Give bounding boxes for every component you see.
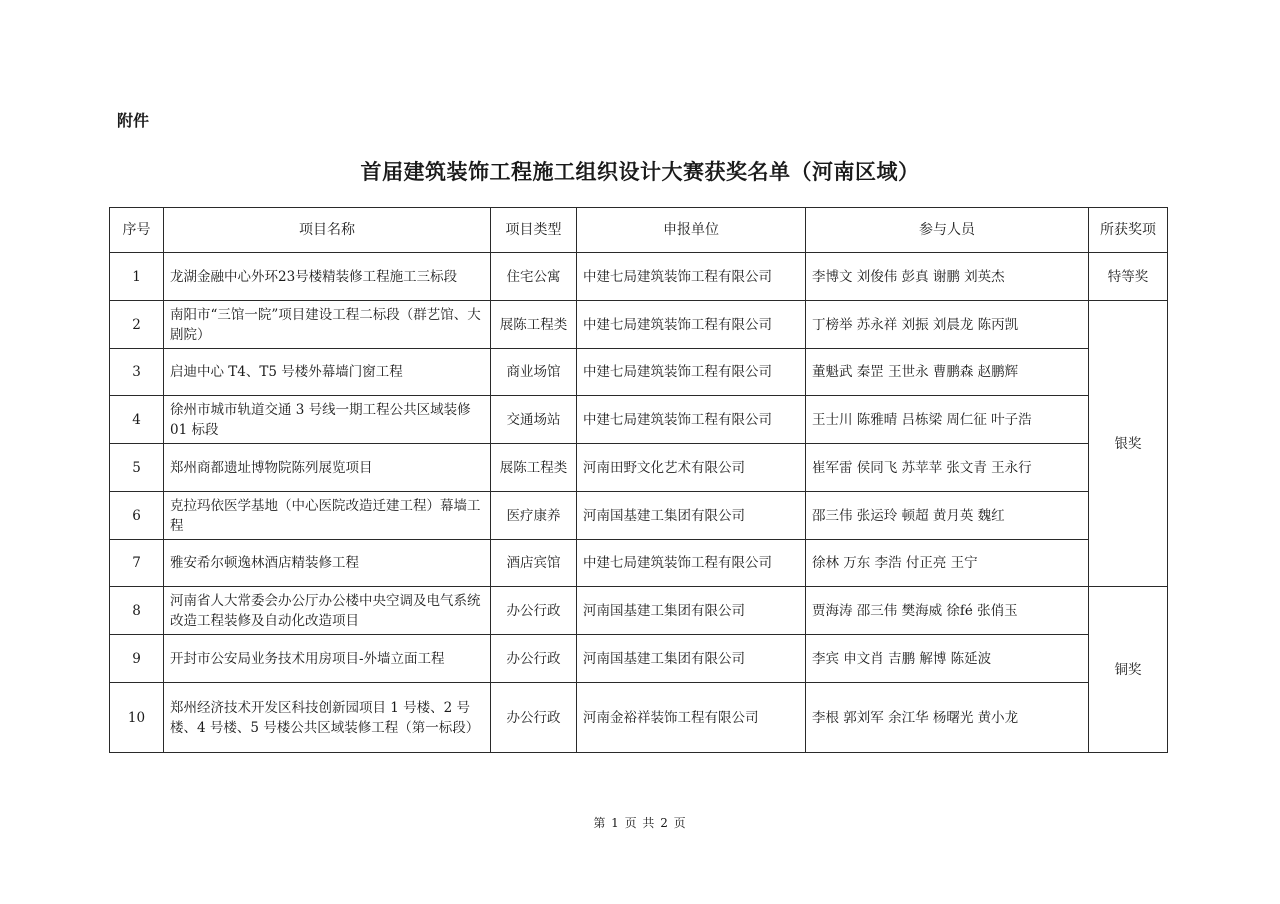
row-unit: 中建七局建筑装饰工程有限公司 xyxy=(577,253,806,301)
award-cell-bronze: 铜奖 xyxy=(1089,587,1168,753)
row-unit: 河南金裕祥装饰工程有限公司 xyxy=(577,683,806,753)
row-project: 南阳市“三馆一院”项目建设工程二标段（群艺馆、大剧院） xyxy=(164,301,491,349)
table-row xyxy=(110,444,1168,492)
row-no: 9 xyxy=(110,635,164,683)
table-row xyxy=(110,540,1168,587)
row-unit: 中建七局建筑装饰工程有限公司 xyxy=(577,396,806,444)
row-type: 住宅公寓 xyxy=(491,253,577,301)
row-people: 李博文 刘俊伟 彭真 谢鹏 刘英杰 xyxy=(806,253,1089,301)
row-no: 2 xyxy=(110,301,164,349)
row-people: 李根 郭刘军 余江华 杨曙光 黄小龙 xyxy=(806,683,1089,753)
row-people: 李宾 申文肖 吉鹏 解博 陈延波 xyxy=(806,635,1089,683)
row-unit: 河南国基建工集团有限公司 xyxy=(577,587,806,635)
row-project: 雅安希尔顿逸林酒店精装修工程 xyxy=(164,540,491,587)
row-type: 交通场站 xyxy=(491,396,577,444)
row-people: 董魁武 秦罡 王世永 曹鹏森 赵鹏辉 xyxy=(806,349,1089,396)
row-people: 徐林 万东 李浩 付正亮 王宁 xyxy=(806,540,1089,587)
table-row xyxy=(110,396,1168,444)
row-no: 6 xyxy=(110,492,164,540)
table-row xyxy=(110,683,1168,753)
table-row xyxy=(110,253,1168,301)
row-project: 郑州经济技术开发区科技创新园项目 1 号楼、2 号楼、4 号楼、5 号楼公共区域装修工程（第一标段） xyxy=(164,683,491,753)
row-type: 商业场馆 xyxy=(491,349,577,396)
row-people: 丁榜举 苏永祥 刘振 刘晨龙 陈丙凯 xyxy=(806,301,1089,349)
row-type: 办公行政 xyxy=(491,587,577,635)
col-header-people: 参与人员 xyxy=(806,208,1089,253)
attachment-label: 附件 xyxy=(117,111,150,130)
row-no: 1 xyxy=(110,253,164,301)
table-row xyxy=(110,301,1168,349)
table-row xyxy=(110,635,1168,683)
row-unit: 中建七局建筑装饰工程有限公司 xyxy=(577,349,806,396)
row-people: 王士川 陈雅晴 吕栋梁 周仁征 叶子浩 xyxy=(806,396,1089,444)
award-cell-silver: 银奖 xyxy=(1089,301,1168,587)
row-type: 办公行政 xyxy=(491,683,577,753)
col-header-project: 项目名称 xyxy=(164,208,491,253)
row-unit: 河南国基建工集团有限公司 xyxy=(577,492,806,540)
award-cell-special: 特等奖 xyxy=(1089,253,1168,301)
row-people: 邵三伟 张运玲 顿超 黄月英 魏红 xyxy=(806,492,1089,540)
row-unit: 中建七局建筑装饰工程有限公司 xyxy=(577,301,806,349)
row-type: 医疗康养 xyxy=(491,492,577,540)
page-number: 第 1 页 共 2 页 xyxy=(593,816,687,830)
row-type: 酒店宾馆 xyxy=(491,540,577,587)
row-no: 3 xyxy=(110,349,164,396)
row-project: 徐州市城市轨道交通 3 号线一期工程公共区域装修 01 标段 xyxy=(164,396,491,444)
table-header-row xyxy=(110,208,1168,253)
row-unit: 河南国基建工集团有限公司 xyxy=(577,635,806,683)
row-type: 展陈工程类 xyxy=(491,444,577,492)
row-people: 贾海涛 邵三伟 樊海威 徐fé 张俏玉 xyxy=(806,587,1089,635)
row-project: 开封市公安局业务技术用房项目-外墙立面工程 xyxy=(164,635,491,683)
row-no: 7 xyxy=(110,540,164,587)
col-header-type: 项目类型 xyxy=(491,208,577,253)
col-header-no: 序号 xyxy=(110,208,164,253)
row-project: 启迪中心 T4、T5 号楼外幕墙门窗工程 xyxy=(164,349,491,396)
row-type: 展陈工程类 xyxy=(491,301,577,349)
row-people: 崔军雷 侯同飞 苏苹苹 张文青 王永行 xyxy=(806,444,1089,492)
row-project: 克拉玛依医学基地（中心医院改造迁建工程）幕墙工程 xyxy=(164,492,491,540)
row-unit: 河南田野文化艺术有限公司 xyxy=(577,444,806,492)
row-no: 10 xyxy=(110,683,164,753)
col-header-award: 所获奖项 xyxy=(1089,208,1168,253)
row-no: 5 xyxy=(110,444,164,492)
row-project: 河南省人大常委会办公厅办公楼中央空调及电气系统改造工程装修及自动化改造项目 xyxy=(164,587,491,635)
row-type: 办公行政 xyxy=(491,635,577,683)
table-row xyxy=(110,492,1168,540)
row-no: 8 xyxy=(110,587,164,635)
row-unit: 中建七局建筑装饰工程有限公司 xyxy=(577,540,806,587)
document-title: 首届建筑装饰工程施工组织设计大赛获奖名单（河南区域） xyxy=(360,160,920,184)
table-row xyxy=(110,349,1168,396)
table-row xyxy=(110,587,1168,635)
row-project: 郑州商都遗址博物院陈列展览项目 xyxy=(164,444,491,492)
col-header-unit: 申报单位 xyxy=(577,208,806,253)
row-no: 4 xyxy=(110,396,164,444)
award-table xyxy=(109,207,1168,753)
row-project: 龙湖金融中心外环23号楼精装修工程施工三标段 xyxy=(164,253,491,301)
